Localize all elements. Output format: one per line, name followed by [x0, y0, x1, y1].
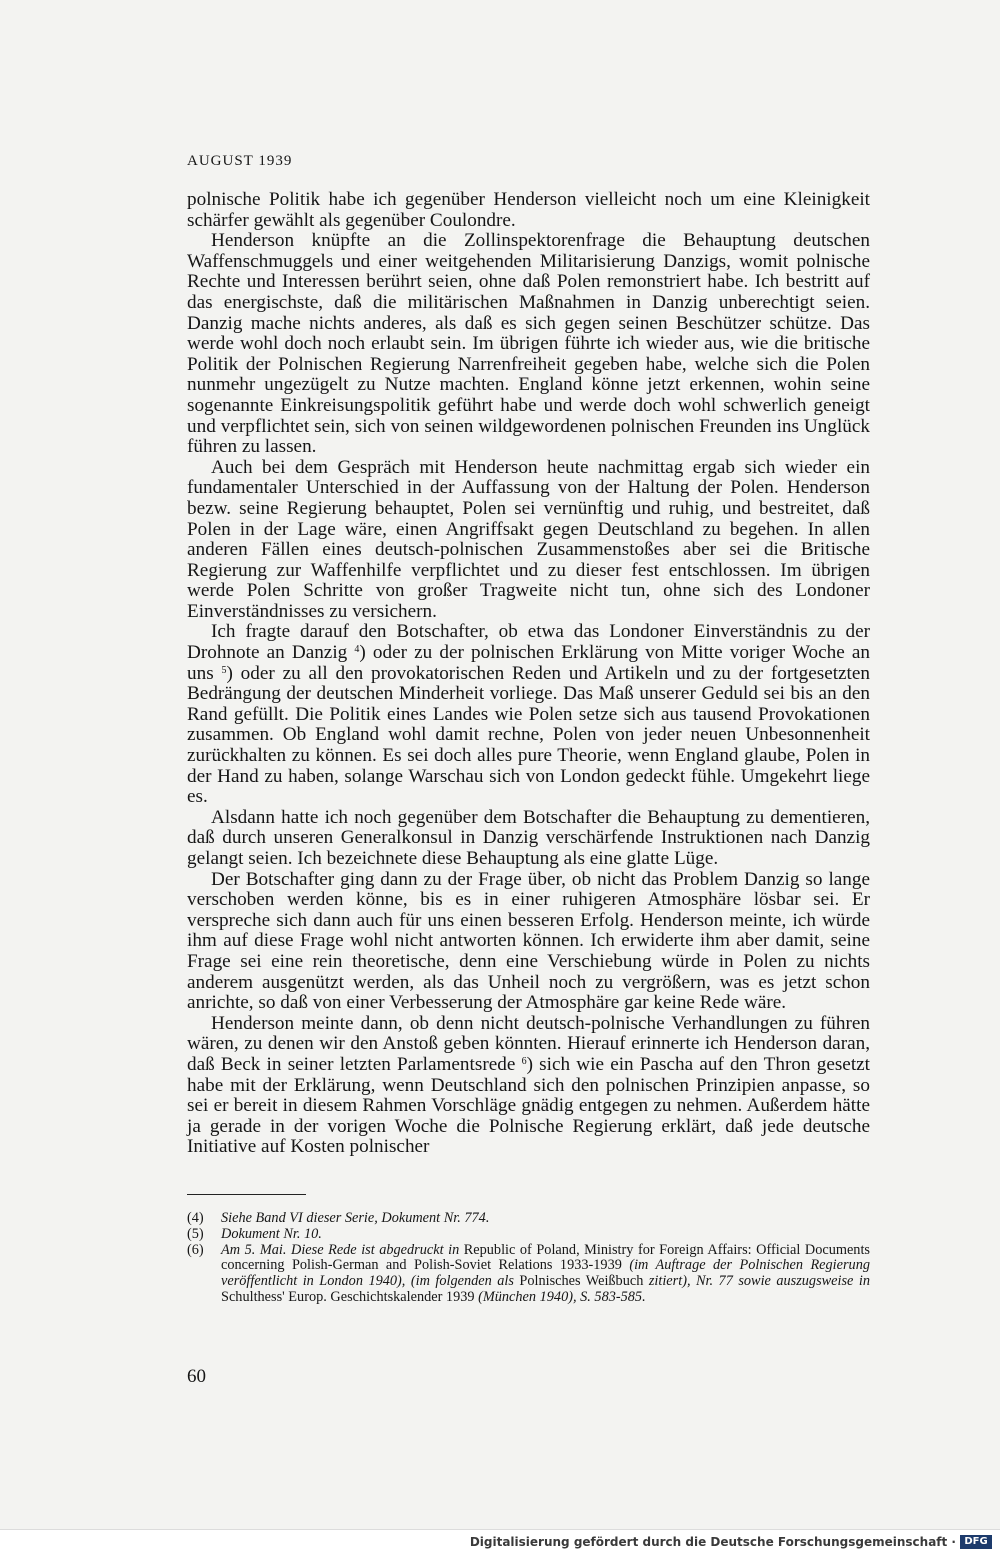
text-run: ) oder zu der polnischen Erklärung von Mitte voriger Woche an uns	[187, 642, 870, 684]
footnote	[187, 1243, 870, 1306]
page-number: 60	[187, 1366, 206, 1387]
footnote	[187, 1227, 870, 1243]
dfg-logo-icon[interactable]: DFG	[960, 1535, 992, 1549]
footnote-divider	[187, 1194, 306, 1195]
text-run: Henderson meinte dann, ob denn nicht deutsch-polnische Verhandlungen zu führen wären, zu denen wir den Anstoß geben könnten. Hierauf erinnerte ich Henderson daran, daß Beck in seiner letzten Parlamentsrede	[187, 1012, 870, 1075]
paragraph: Henderson knüpfte an die Zollinspektorenfrage die Behauptung deutschen Waffenschmuggels und einer weitgehenden Militarisierung Danzigs, womit polnische Rechte und Interessen berührt seien, ohne daß Polen remonstriert habe. Ich bestritt auf das energischste, daß die militärischen Maßnahmen in Danzig unberechtigt seien. Danzig mache nichts anderes, als daß es sich gegen seinen Beschützer schütze. Das werde wohl doch noch erlaubt sein. Im übrigen führte ich wieder aus, wie die britische Politik der Polnischen Regierung Narrenfreiheit gegeben habe, welche sich die Polen nunmehr ungezügelt zu Nutze machten. England könne jetzt erkennen, wohin seine sogenannte Einkreisungspolitik geführt habe und werde doch wohl schwerlich geneigt und verpflichtet sein, sich von seinen wildgewordenen polnischen Freunden ins Unglück führen zu lassen.	[187, 230, 870, 458]
footnote-ref[interactable]: 5	[221, 664, 227, 676]
text-run: ) oder zu all den provokatorischen Reden und Artikeln und zu der fortgesetzten Bedrängung der deutschen Minderheit vorliege. Das Maß unserer Geduld sei bis an den Rand gefüllt. Die Politik eines Landes wie Polen setze sich aus tausend Provokationen zusammen. Ob England wohl damit rechne, Polen von jeder neuen Unbesonnenheit zurückhalten zu können. Es sei doch alles pure Theorie, wenn England glaube, Polen in der Hand zu haben, solange Warschau sich von London gedeckt fühle. Umgekehrt liege es.	[187, 662, 871, 808]
footnote-ref[interactable]: 4	[354, 644, 360, 656]
footnote-ref[interactable]: 6	[521, 1055, 527, 1067]
footnote-number: (4)	[187, 1210, 204, 1226]
text-run: Republic of Poland, Ministry for Foreign Affairs: Official Documents concerning Polish-German and Polish-Soviet Relations 1933-1939	[221, 1241, 870, 1274]
main-text	[187, 190, 870, 1158]
footnote	[187, 1211, 870, 1227]
paragraph: Auch bei dem Gespräch mit Henderson heute nachmittag ergab sich wieder ein fundamentaler Unterschied in der Auffassung von der Haltung der Polen. Henderson bezw. seine Regierung behauptet, Polen sei vernünftig und ruhig, und bestreitet, daß Polen in der Lage wäre, einen Angriffsakt gegen Deutschland zu begehen. In allen anderen Fällen eines deutsch-polnischen Zusammenstoßes aber sei die Britische Regierung zur Waffenhilfe verpflichtet und zu dieser fest entschlossen. Im übrigen werde Polen Schritte von großer Tragweite nicht tun, ohne sich des Londoner Einverständnisses zu versichern.	[187, 456, 870, 622]
running-title: AUGUST 1939	[187, 153, 293, 169]
footnote-text: Siehe Band VI dieser Serie, Dokument Nr. 774.	[221, 1210, 490, 1226]
text-run: Polnisches Weißbuch	[513, 1273, 649, 1290]
footnote-text: Dokument Nr. 10.	[221, 1225, 322, 1242]
paragraph: Alsdann hatte ich noch gegenüber dem Botschafter die Behauptung zu dementieren, daß durch unseren Generalkonsul in Danzig verschärfende Instruktionen nach Danzig gelangt seien. Ich bezeichnete diese Behauptung als eine glatte Lüge.	[187, 806, 870, 869]
paragraph: Der Botschafter ging dann zu der Frage über, ob nicht das Problem Danzig so lange verschoben werden könne, bis es in einer ruhigeren Atmosphäre lösbar sei. Er verspreche sich dann auch für uns einen besseren Erfolg. Henderson meinte, ich würde ihm auf diese Frage wohl nicht antworten können. Ich erwiderte ihm aber damit, seine Frage sei eine rein theoretische, denn eine Verschiebung würde in Polen zu nichts anderem ausgenützt werden, als das Unheil noch zu vergrößern, was es jetzt schon anrichte, so daß von einer Verbesserung der Atmosphäre gar keine Rede wäre.	[187, 868, 870, 1014]
text-run: (im Auftrage der Polnischen Regierung veröffentlicht in London 1940), (im folgenden als	[221, 1257, 870, 1290]
text-run: Am 5. Mai. Diese Rede ist abgedruckt in	[221, 1241, 460, 1258]
text-run: Schulthess' Europ. Geschichtskalender 1939	[221, 1288, 479, 1305]
footnote-number: (5)	[187, 1225, 204, 1242]
footer-bar	[0, 1529, 1000, 1555]
footnote-number: (6)	[187, 1241, 204, 1258]
paragraph	[187, 1014, 870, 1158]
text-run: Ich fragte darauf den Botschafter, ob etwa das Londoner Einverständnis zu der Drohnote an Danzig	[187, 621, 870, 664]
funding-credit[interactable]: Digitalisierung gefördert durch die Deutsche Forschungsgemeinschaft ·	[469, 1535, 956, 1549]
text-run: (München 1940), S. 583-585.	[478, 1288, 646, 1305]
text-run: ) sich wie ein Pascha auf den Thron gesetzt habe mit der Erklärung, wenn Deutschland sich den polnischen Prinzipien anpasse, so sei er bereit in diesem Rahmen Vorschläge gnädig entgegen zu nehmen. Außerdem hätte ja gerade in der vorigen Woche die Polnische Regierung erklärt, daß jede deutsche Initiative auf Kosten polnischer	[187, 1053, 871, 1158]
paragraph	[187, 622, 870, 807]
footnote-text	[221, 1243, 870, 1306]
text-run: zitiert), Nr. 77 sowie auszugsweise in	[648, 1273, 870, 1290]
footnotes	[187, 1211, 870, 1306]
paragraph: polnische Politik habe ich gegenüber Henderson vielleicht noch um eine Kleinigkeit schärfer gewählt als gegenüber Coulondre.	[187, 189, 870, 231]
